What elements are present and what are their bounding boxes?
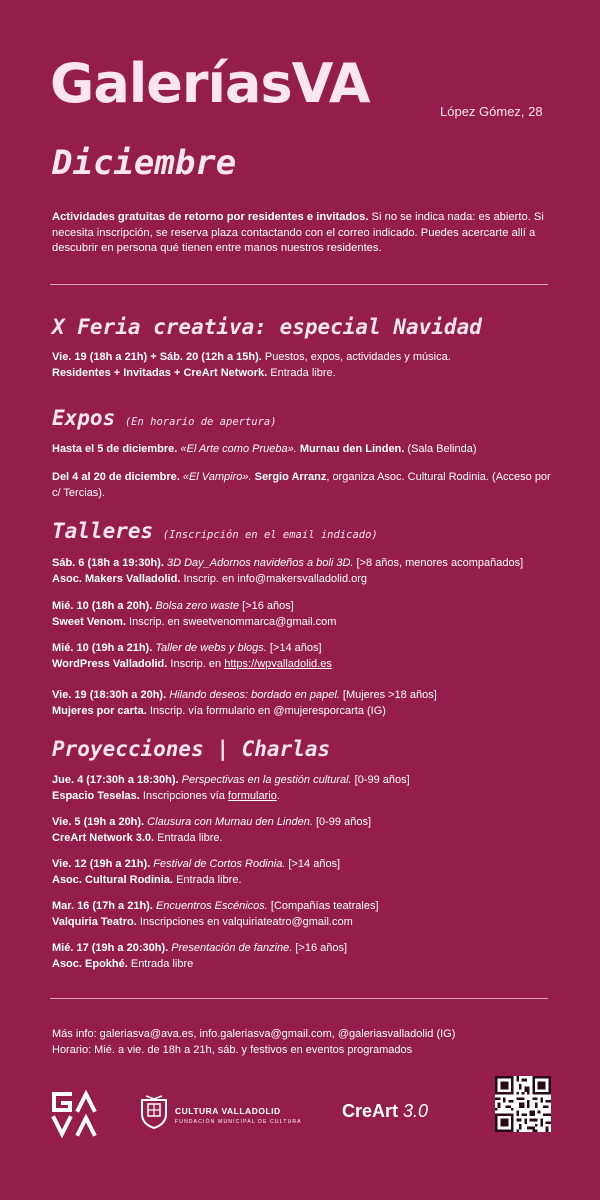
event-tag: [>14 años]	[285, 858, 341, 870]
taller-contact: Inscrip. en	[167, 657, 225, 670]
proyeccion-item	[52, 815, 552, 846]
cultura-valladolid-subtitle: FUNDACIÓN MUNICIPAL DE CULTURA	[175, 1119, 302, 1125]
divider-bottom	[50, 998, 548, 999]
expo-artist: Murnau den Linden.	[296, 443, 405, 455]
gava-logo-icon	[50, 1090, 98, 1138]
event-org: Asoc. Cultural Rodinia.	[52, 873, 174, 886]
feria-who: Residentes + Invitadas + CreArt Network.	[52, 366, 268, 379]
event-contact: Entrada libre.	[154, 831, 223, 844]
proyeccion-item	[52, 773, 552, 804]
expo-title: «El Arte como Prueba».	[177, 443, 297, 455]
event-org: Valquiria Teatro.	[52, 915, 137, 928]
wpvalladolid-link[interactable]: https://wpvalladolid.es	[224, 657, 332, 670]
event-contact: Inscripciones vía	[139, 789, 228, 802]
intro-paragraph	[52, 210, 552, 257]
event-title: Perspectivas en la gestión cultural.	[178, 774, 352, 786]
talleres-subheading: (Inscripción en el email indicado)	[162, 529, 378, 541]
event-when: Vie. 5 (19h a 20h).	[52, 816, 145, 828]
expo-note: (Sala Belinda)	[404, 443, 477, 455]
taller-contact: Inscrip. en sweetvenommarca@gmail.com	[125, 615, 337, 628]
taller-when: Vie. 19 (18:30h a 20h).	[52, 689, 167, 701]
taller-item	[52, 556, 552, 587]
expo-item	[52, 470, 552, 501]
event-tag: [0-99 años]	[351, 774, 410, 786]
event-tag: [>16 años]	[292, 942, 348, 954]
event-title: Festival de Cortos Rodinia.	[150, 858, 286, 870]
event-when: Mié. 17 (19h a 20:30h).	[52, 942, 169, 954]
expos-subheading: (En horario de apertura)	[124, 416, 277, 428]
feria-details	[52, 350, 552, 381]
taller-org: Asoc. Makers Valladolid.	[52, 572, 181, 585]
creart-logo	[342, 1101, 428, 1122]
event-title: Clausura con Murnau den Linden.	[144, 816, 313, 828]
taller-when: Mié. 10 (19h a 21h).	[52, 642, 153, 654]
taller-org: Sweet Venom.	[52, 615, 126, 628]
taller-when: Sáb. 6 (18h a 19:30h).	[52, 557, 164, 569]
feria-heading: X Feria creativa: especial Navidad	[52, 315, 482, 339]
feria-dates: Vie. 19 (18h a 21h) + Sáb. 20 (12h a 15h).	[52, 351, 262, 363]
formulario-link[interactable]: formulario	[227, 789, 277, 802]
feria-entry: Entrada libre.	[267, 366, 336, 379]
taller-contact: Inscrip. vía formulario en @mujeresporcarta (IG)	[146, 704, 386, 717]
event-when: Jue. 4 (17:30h a 18:30h).	[52, 774, 179, 786]
expo-note: , organiza Asoc. Cultural Rodinia. (Acceso por c/ Tercias).	[52, 471, 551, 499]
talleres-heading-block	[52, 517, 378, 545]
event-org: CreArt Network 3.0.	[52, 831, 155, 844]
taller-org: Mujeres por carta.	[52, 704, 147, 717]
proyeccion-item	[52, 857, 552, 888]
expo-title: «El Vampiro».	[179, 471, 252, 483]
taller-item	[52, 641, 552, 672]
event-contact: Entrada libre.	[173, 873, 242, 886]
address: López Gómez, 28	[440, 104, 543, 119]
opening-hours: Horario: Mié. a vie. de 18h a 21h, sáb. y festivos en eventos programados	[52, 1043, 413, 1056]
taller-title: Taller de webs y blogs.	[152, 642, 267, 654]
intro-rest: Si no se indica nada: es abierto. Si necesita inscripción, se reserva plaza contactando con el correo indicado. Puedes acercarte allí a descubrir en persona qué tienen entre manos nuestros residentes.	[52, 211, 544, 254]
taller-tag: [>14 años]	[266, 642, 322, 654]
taller-tag: [Mujeres >18 años]	[339, 689, 437, 701]
cultura-valladolid-crest-icon	[138, 1094, 170, 1130]
event-title: Presentación de fanzine.	[168, 942, 293, 954]
creart-name: CreArt	[342, 1101, 399, 1121]
expo-artist: Sergio Arranz	[251, 471, 327, 483]
event-contact: Entrada libre	[127, 957, 194, 970]
taller-when: Mié. 10 (18h a 20h).	[52, 600, 153, 612]
feria-desc: Puestos, expos, actividades y música.	[261, 351, 451, 363]
taller-item	[52, 688, 552, 719]
creart-version: 3.0	[398, 1101, 429, 1121]
expos-heading-block	[52, 404, 277, 432]
footer-info	[52, 1027, 572, 1058]
event-when: Mar. 16 (17h a 21h).	[52, 900, 153, 912]
taller-title: Hilando deseos: bordado en papel.	[166, 689, 340, 701]
taller-org: WordPress Valladolid.	[52, 657, 168, 670]
taller-contact: Inscrip. en info@makersvalladolid.org	[180, 572, 368, 585]
taller-tag: [>8 años, menores acompañados]	[353, 557, 524, 569]
month-heading: Diciembre	[52, 143, 237, 183]
expo-item	[52, 442, 552, 458]
page-title: GaleríasVA	[50, 52, 370, 115]
contact-info: Más info: galeriasva@ava.es, info.galeriasva@gmail.com, @galeriasvalladolid (IG)	[52, 1028, 456, 1040]
event-contact: Inscripciones en valquiriateatro@gmail.com	[136, 915, 353, 928]
intro-bold: Actividades gratuitas de retorno por residentes e invitados.	[52, 211, 369, 223]
taller-title: 3D Day_Adornos navideños a boli 3D.	[163, 557, 354, 569]
event-tag: [0-99 años]	[312, 816, 371, 828]
cultura-valladolid-name: CULTURA VALLADOLID	[175, 1106, 281, 1116]
event-tag: [Compañías teatrales]	[267, 900, 379, 912]
expos-heading: Expos	[52, 406, 116, 430]
proyecciones-heading: Proyecciones | Charlas	[52, 737, 331, 761]
taller-title: Bolsa zero waste	[152, 600, 240, 612]
taller-tag: [>16 años]	[239, 600, 294, 612]
event-title: Encuentros Escénicos.	[152, 900, 268, 912]
expo-when: Hasta el 5 de diciembre.	[52, 443, 178, 455]
proyeccion-item	[52, 941, 552, 972]
talleres-heading: Talleres	[52, 519, 154, 543]
event-after: .	[276, 789, 280, 802]
event-when: Vie. 12 (19h a 21h).	[52, 858, 151, 870]
qr-code-icon[interactable]	[495, 1076, 551, 1132]
event-org: Asoc. Epokhé.	[52, 957, 128, 970]
expo-when: Del 4 al 20 de diciembre.	[52, 471, 180, 483]
divider-top	[50, 284, 548, 285]
proyeccion-item	[52, 899, 552, 930]
event-org: Espacio Teselas.	[52, 789, 140, 802]
taller-item	[52, 599, 552, 630]
